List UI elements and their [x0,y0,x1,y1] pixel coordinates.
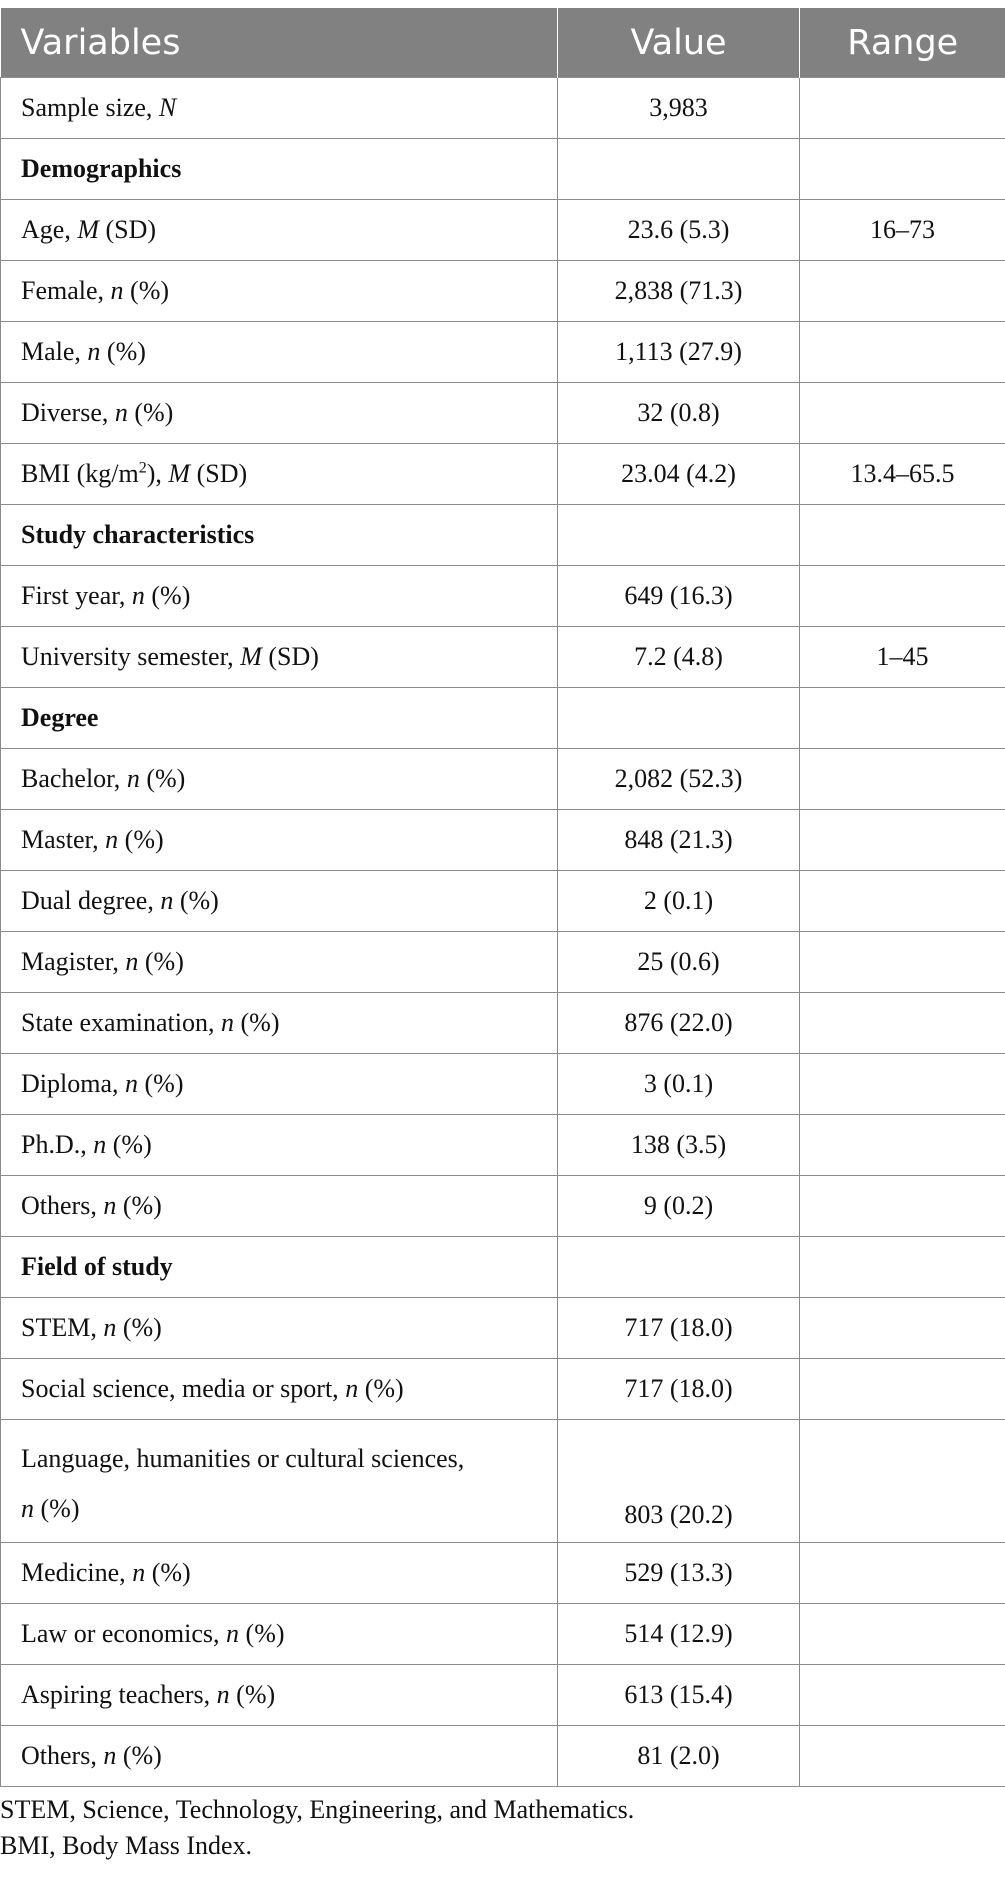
variable-label [1,200,558,261]
statistic-suffix: (SD) [99,215,157,244]
variable-label [1,78,558,139]
value-cell: 1,113 (27.9) [558,322,800,383]
range-cell [800,871,1005,932]
table-row [1,627,1005,688]
table-row [1,1298,1005,1359]
statistic-suffix: (%) [123,276,170,305]
variable-name: Female, [21,276,111,305]
value-cell: 848 (21.3) [558,810,800,871]
variable-label [1,444,558,505]
table-row [1,1420,1005,1543]
header-range: Range [800,8,1005,78]
statistic-symbol: n [87,337,101,366]
variable-label [1,1604,558,1665]
statistic-symbol: n [216,1680,230,1709]
value-cell: 7.2 (4.8) [558,627,800,688]
statistic-symbol: n [110,276,124,305]
range-cell [800,261,1005,322]
statistic-symbol: n [103,1741,117,1770]
value-cell: 2,082 (52.3) [558,749,800,810]
table-row [1,1604,1005,1665]
statistic-symbol: n [93,1130,107,1159]
table-row [1,1543,1005,1604]
value-cell [558,139,800,200]
variable-name: Magister, [21,947,126,976]
value-cell: 803 (20.2) [558,1420,800,1543]
value-cell: 25 (0.6) [558,932,800,993]
variable-name: Dual degree, [21,886,161,915]
statistic-symbol: n [132,1558,146,1587]
range-cell [800,139,1005,200]
table-row [1,383,1005,444]
statistic-symbol: M [168,459,191,488]
value-cell: 876 (22.0) [558,993,800,1054]
value-cell: 138 (3.5) [558,1115,800,1176]
statistic-symbol: n [103,1191,117,1220]
demographics-table [0,8,1005,1787]
variable-label [1,993,558,1054]
variable-name: Language, humanities or cultural sciences, [21,1444,465,1473]
table-row [1,1359,1005,1420]
value-cell [558,505,800,566]
statistic-suffix: (%) [139,764,186,793]
statistic-suffix: (%) [145,1558,191,1587]
section-row [1,688,1005,749]
variable-label [1,1054,558,1115]
range-cell [800,78,1005,139]
table-notes [0,1792,634,1864]
variable-name: Law or economics, [21,1619,227,1648]
statistic-symbol: n [160,886,174,915]
statistic-symbol: n [221,1008,235,1037]
variable-label [1,810,558,871]
variable-name: BMI (kg/m [21,459,139,488]
variable-label [1,261,558,322]
table-header [1,8,1005,78]
variable-label [1,871,558,932]
range-cell [800,566,1005,627]
statistic-suffix: (SD) [261,642,319,671]
range-cell [800,993,1005,1054]
value-cell: 717 (18.0) [558,1359,800,1420]
variable-label [1,1420,558,1543]
range-cell [800,810,1005,871]
variable-name: Diverse, [21,398,115,427]
table-row [1,1115,1005,1176]
section-row [1,505,1005,566]
unit-superscript: 2 [138,459,147,477]
range-cell [800,1543,1005,1604]
range-cell [800,1359,1005,1420]
variable-name: Male, [21,337,88,366]
statistic-suffix: (%) [173,886,219,915]
statistic-symbol: n [21,1494,34,1523]
variable-name: Bachelor, [21,764,127,793]
statistic-symbol: n [345,1374,359,1403]
value-cell: 2,838 (71.3) [558,261,800,322]
header-row [1,8,1005,78]
variable-name-suffix: ), [146,459,169,488]
section-row [1,139,1005,200]
range-cell [800,1604,1005,1665]
range-cell [800,688,1005,749]
table-row [1,993,1005,1054]
value-cell: 32 (0.8) [558,383,800,444]
statistic-suffix: (%) [116,1313,162,1342]
range-cell [800,1237,1005,1298]
range-cell: 16–73 [800,200,1005,261]
statistic-suffix: (%) [116,1191,162,1220]
variable-label [1,1726,558,1787]
value-cell: 81 (2.0) [558,1726,800,1787]
table-row [1,444,1005,505]
value-cell: 9 (0.2) [558,1176,800,1237]
statistic-symbol: n [226,1619,240,1648]
value-cell: 23.6 (5.3) [558,200,800,261]
statistic-suffix: (%) [106,1130,152,1159]
variable-name: STEM, [21,1313,104,1342]
section-heading: Study characteristics [1,505,558,566]
range-cell [800,932,1005,993]
range-cell: 1–45 [800,627,1005,688]
section-row [1,1237,1005,1298]
section-heading: Demographics [1,139,558,200]
table-row [1,78,1005,139]
variable-name: Aspiring teachers, [21,1680,217,1709]
statistic-symbol: n [131,581,145,610]
table-row [1,871,1005,932]
variable-label [1,322,558,383]
range-cell [800,749,1005,810]
value-cell: 2 (0.1) [558,871,800,932]
header-value: Value [558,8,800,78]
range-cell [800,1115,1005,1176]
statistic-suffix: (%) [239,1619,285,1648]
statistic-suffix: (%) [116,1741,162,1770]
variable-name: Diploma, [21,1069,125,1098]
statistic-suffix: (%) [100,337,146,366]
table-row [1,1176,1005,1237]
variable-name: University semester, [21,642,241,671]
range-cell [800,1665,1005,1726]
variable-name: Sample size, [21,93,159,122]
range-cell [800,1420,1005,1543]
statistic-symbol: n [125,947,139,976]
range-cell [800,1176,1005,1237]
range-cell [800,1054,1005,1115]
variable-name: State examination, [21,1008,222,1037]
variable-name: Others, [21,1191,104,1220]
table-row [1,261,1005,322]
header-variables: Variables [1,8,558,78]
variable-label [1,627,558,688]
statistic-symbol: M [77,215,99,244]
statistic-symbol: n [103,1313,117,1342]
statistic-suffix: (%) [138,1069,184,1098]
range-cell [800,322,1005,383]
table-row [1,749,1005,810]
statistic-suffix: (SD) [190,459,248,488]
table-row [1,810,1005,871]
variable-label [1,1298,558,1359]
table-row [1,200,1005,261]
range-cell [800,383,1005,444]
variable-name: Social science, media or sport, [21,1374,346,1403]
variable-label [1,1543,558,1604]
table-row [1,932,1005,993]
variable-label [1,1115,558,1176]
range-cell: 13.4–65.5 [800,444,1005,505]
section-heading: Field of study [1,1237,558,1298]
variable-label [1,1359,558,1420]
value-cell: 717 (18.0) [558,1298,800,1359]
table-container [0,8,1005,1787]
range-cell [800,505,1005,566]
statistic-suffix: (%) [34,1494,80,1523]
statistic-suffix: (%) [229,1680,276,1709]
table-row [1,1054,1005,1115]
variable-name: First year, [21,581,132,610]
value-cell [558,1237,800,1298]
value-cell: 529 (13.3) [558,1543,800,1604]
value-cell: 514 (12.9) [558,1604,800,1665]
statistic-suffix: (%) [234,1008,280,1037]
statistic-suffix: (%) [358,1374,404,1403]
value-cell: 23.04 (4.2) [558,444,800,505]
variable-label [1,1665,558,1726]
statistic-symbol: M [240,642,262,671]
section-heading: Degree [1,688,558,749]
statistic-symbol: n [126,764,140,793]
variable-name: Ph.D., [21,1130,94,1159]
value-cell: 613 (15.4) [558,1665,800,1726]
variable-label [1,1176,558,1237]
value-cell [558,688,800,749]
note-bmi: BMI, Body Mass Index. [0,1831,253,1860]
table-row [1,322,1005,383]
table-row [1,1665,1005,1726]
variable-label [1,749,558,810]
statistic-suffix: (%) [127,398,174,427]
variable-name: Others, [21,1741,104,1770]
variable-name: Age, [21,215,78,244]
range-cell [800,1298,1005,1359]
table-row [1,1726,1005,1787]
value-cell: 649 (16.3) [558,566,800,627]
variable-name: Master, [21,825,106,854]
statistic-symbol: n [114,398,128,427]
variable-label [1,932,558,993]
statistic-suffix: (%) [118,825,164,854]
note-stem: STEM, Science, Technology, Engineering, and Mathematics. [0,1795,635,1824]
variable-label [1,383,558,444]
variable-name: Medicine, [21,1558,133,1587]
statistic-suffix: (%) [138,947,184,976]
table-body [1,78,1005,1787]
statistic-symbol: n [105,825,119,854]
statistic-symbol: n [125,1069,138,1098]
statistic-suffix: (%) [144,581,191,610]
variable-label [1,566,558,627]
value-cell: 3 (0.1) [558,1054,800,1115]
range-cell [800,1726,1005,1787]
value-cell: 3,983 [558,78,800,139]
statistic-symbol: N [158,93,177,122]
table-row [1,566,1005,627]
